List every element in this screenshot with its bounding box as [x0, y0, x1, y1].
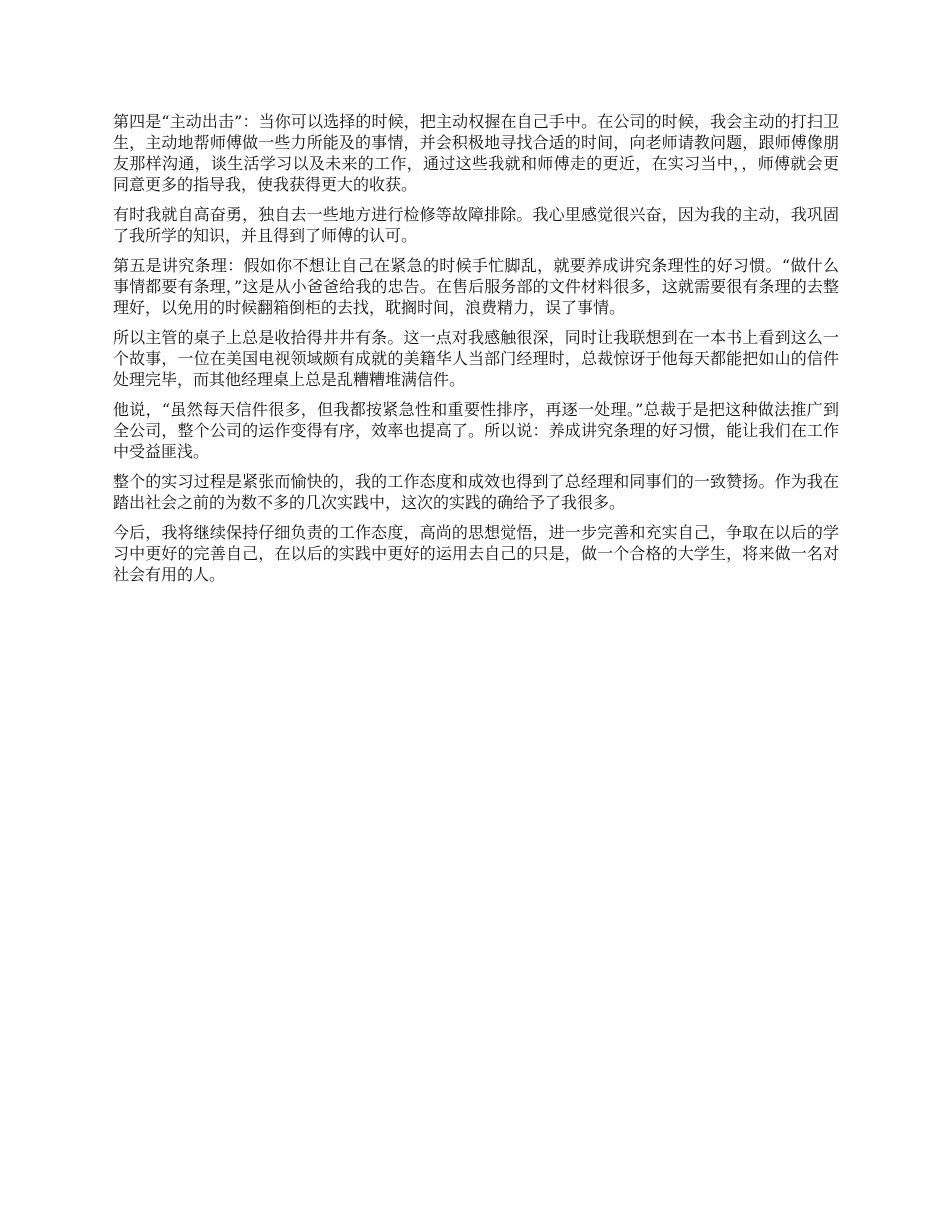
paragraph-letters-story: 他说，“虽然每天信件很多，但我都按紧急性和重要性排序，再逐一处理。”总裁于是把这种做法推广到全公司，整个公司的运作变得有序，效率也提高了。所以说：养成讲究条理的好习惯，能让我们在工作中受益匪浅。 — [113, 400, 839, 461]
document-body — [113, 111, 839, 594]
paragraph-manager-desk: 所以主管的桌子上总是收拾得井井有条。这一点对我感触很深，同时让我联想到在一本书上看到这么一个故事，一位在美国电视领域颇有成就的美籍华人当部门经理时，总裁惊讶于他每天都能把如山的信件处理完毕，而其他经理桌上总是乱糟糟堆满信件。 — [113, 328, 839, 389]
paragraph-future-plans: 今后，我将继续保持仔细负责的工作态度，高尚的思想觉悟，进一步完善和充实自己，争取在以后的学习中更好的完善自己，在以后的实践中更好的运用去自己的只是，做一个合格的大学生，将来做一名对社会有用的人。 — [113, 523, 839, 584]
paragraph-repair-work: 有时我就自高奋勇，独自去一些地方进行检修等故障排除。我心里感觉很兴奋，因为我的主动，我巩固了我所学的知识，并且得到了师傅的认可。 — [113, 205, 839, 245]
paragraph-orderliness: 第五是讲究条理：假如你不想让自己在紧急的时候手忙脚乱，就要养成讲究条理性的好习惯。“做什么事情都要有条理，”这是从小爸爸给我的忠告。在售后服务部的文件材料很多，这就需要很有条理的去整理好，以免用的时候翻箱倒柜的去找，耽搁时间，浪费精力，误了事情。 — [113, 256, 839, 317]
paragraph-initiative: 第四是“主动出击”：当你可以选择的时候，把主动权握在自己手中。在公司的时候，我会主动的打扫卫生，主动地帮师傅做一些力所能及的事情，并会积极地寻找合适的时间，向老师请教问题，跟师傅像朋友那样沟通，谈生活学习以及未来的工作，通过这些我就和师傅走的更近，在实习当中，，师傅就会更同意更多的指导我，使我获得更大的收获。 — [113, 112, 839, 194]
paragraph-internship-summary: 整个的实习过程是紧张而愉快的，我的工作态度和成效也得到了总经理和同事们的一致赞扬。作为我在踏出社会之前的为数不多的几次实践中，这次的实践的确给予了我很多。 — [113, 472, 839, 512]
